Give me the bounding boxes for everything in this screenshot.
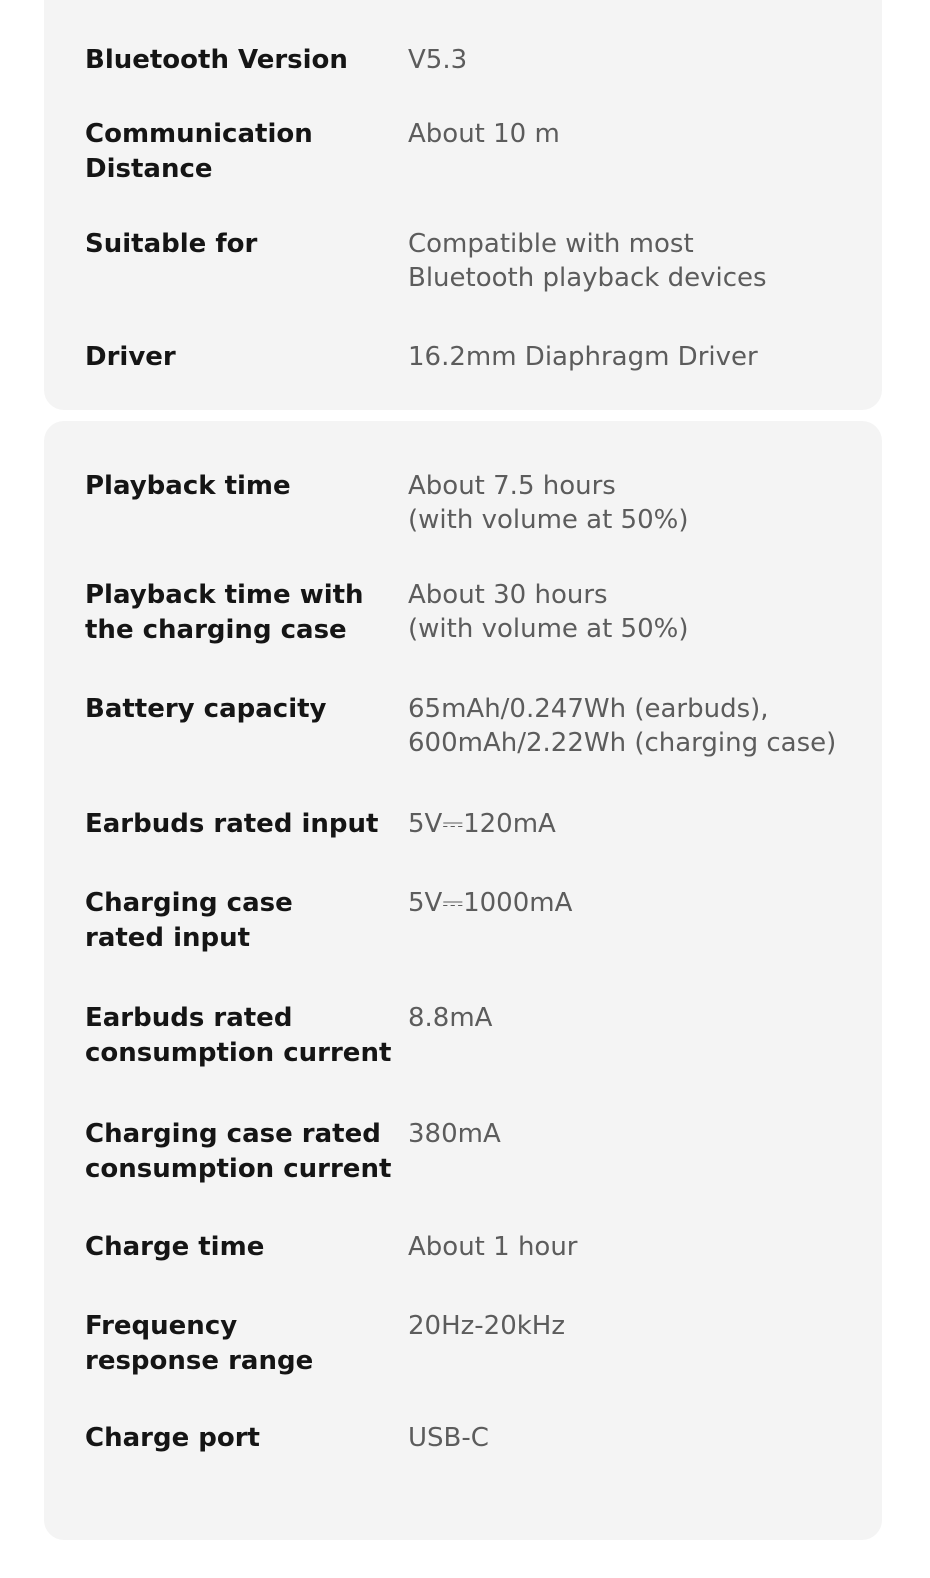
spec-label: Driver — [85, 342, 176, 372]
spec-card-battery-power — [44, 421, 882, 1540]
spec-label: Suitable for — [85, 229, 258, 259]
spec-value: 8.8mA — [408, 1003, 493, 1033]
spec-label: Bluetooth Version — [85, 45, 348, 75]
spec-value: Compatible with most Bluetooth playback devices — [408, 229, 767, 293]
spec-value: 20Hz-20kHz — [408, 1311, 566, 1341]
spec-value: 5V⎓120mA — [408, 809, 556, 839]
spec-label: Charge port — [85, 1423, 260, 1453]
spec-value: About 7.5 hours (with volume at 50%) — [408, 471, 689, 535]
spec-value: 380mA — [408, 1119, 501, 1149]
spec-label: Charge time — [85, 1232, 265, 1262]
spec-label: Charging case rated input — [85, 888, 293, 953]
spec-label: Earbuds rated input — [85, 809, 379, 839]
spec-value: 16.2mm Diaphragm Driver — [408, 342, 758, 372]
spec-label: Communication Distance — [85, 119, 313, 184]
spec-value: USB-C — [408, 1423, 489, 1453]
spec-label: Frequency response range — [85, 1311, 314, 1376]
spec-label: Playback time with the charging case — [85, 580, 364, 645]
spec-value: About 30 hours (with volume at 50%) — [408, 580, 689, 644]
spec-value: About 1 hour — [408, 1232, 578, 1262]
spec-value: 65mAh/0.247Wh (earbuds), 600mAh/2.22Wh (charging case) — [408, 694, 837, 758]
spec-label: Earbuds rated consumption current — [85, 1003, 392, 1068]
spec-value: 5V⎓1000mA — [408, 888, 573, 918]
spec-value: V5.3 — [408, 45, 468, 75]
spec-label: Battery capacity — [85, 694, 327, 724]
spec-label: Charging case rated consumption current — [85, 1119, 392, 1184]
spec-label: Playback time — [85, 471, 291, 501]
spec-card-connectivity — [44, 0, 882, 410]
spec-value: About 10 m — [408, 119, 560, 149]
